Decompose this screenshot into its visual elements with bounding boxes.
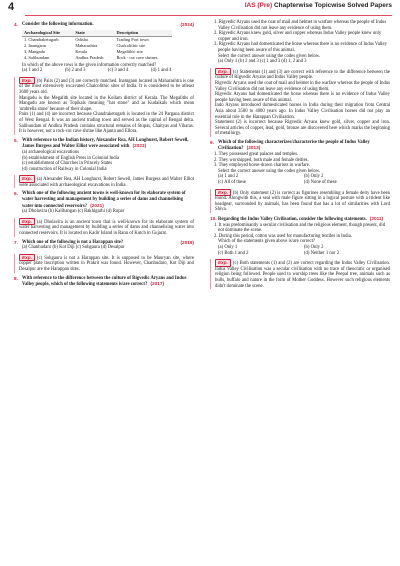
statement: 2. During this period, cotton was used for manufacturing textiles in India. — [214, 233, 352, 239]
running-title-rest: Chapterwise Topicwise Solved Papers — [273, 2, 392, 9]
table-row — [22, 55, 172, 61]
table-cell: 3. Mangadu — [24, 49, 45, 55]
explanation-text: (a) Alexander Rea, AH Longhurst, Robert Sewell, James Burgess and Walter Elliot were associated with archaeological excavations in India. — [19, 177, 194, 188]
table-cell: Maharashtra — [75, 43, 98, 49]
explanation-tag: Exp. — [19, 77, 35, 85]
option: (d) construction of Railway in Colonial India — [22, 166, 107, 172]
explanation-text: (c) Both statements (1) and (2) are correct regarding the Indus Valley Civilisation. Indus Valley Civilisation was a secular civilisation with no trace of theocratic or organised religion being followed. People used to worship trees like the Peepal tree, animals such as bulls, buffalo and nature in the form of Mother Goddess. However such religious elements didn't dominate the scene. — [215, 261, 390, 289]
option: (a) 1 and 2 — [218, 174, 239, 180]
answer-options: (a) Chanhudaro (b) Kot Diji (c) Sohgaura (d) Desalpur — [22, 245, 125, 251]
right-column — [210, 20, 390, 292]
page-header — [0, 0, 400, 15]
statement: 3. They employed horse-drawn chariots in warfare. — [214, 163, 310, 169]
statement: 1. They possessed great palaces and temples. — [214, 152, 299, 158]
question-5 — [14, 138, 194, 189]
explanation-tag: Exp. — [215, 259, 231, 267]
year-badge: (2017) — [150, 281, 165, 287]
question-text: Consider the following information. — [22, 22, 94, 27]
question-text: With reference to the Indian history, Alexander Rea, AH Longhurst, Robert Sewell, James Burgess and Walter Elliot were associated with — [22, 137, 189, 150]
explanation-text: (b) Pairs (2) and (3) are correctly matched. Inamgaon located in Maharashtra is one of the most extensively excavated Chalcolithic sites of India. It is considered to be atleast 3600 years old. — [19, 78, 194, 95]
question-number: 7. — [14, 239, 18, 245]
option: (a) Only 1 — [218, 244, 238, 250]
explanation-text: (b) Only statement (2) is correct as figurines resembling a female deity have been found. Alongwith this, a seal with male figure sitting in a logical posture with a trident like headgear, surrounded by animals, has been found that has a lot of similarities with Lord Shiva. — [215, 190, 390, 213]
year-badge: (2024) — [180, 22, 194, 27]
answer-options — [210, 245, 390, 256]
table-cell: Megalithic site — [116, 49, 143, 55]
question-number: 10. — [210, 216, 217, 221]
option: (d) 1 and 4 — [151, 68, 172, 74]
option: (c) establishment of Churches in Princely States — [22, 161, 113, 167]
answer-options — [210, 174, 390, 185]
answer-options: (a) Dholavira (b) Kalibangan (c) Rakhigarhi (d) Ropar — [22, 209, 125, 215]
question-prompt: In which of the above rows is the given information correctly matched? — [22, 62, 157, 68]
explanation-text: (a) Dholavira is an ancient town that is well-known for its elaborate system of water harvesting and management by building a series of dams and channelising water into connected reservoirs. It is located on Kadir Island in Rann of Kutch in Gujarat. — [19, 219, 194, 237]
question-7 — [14, 240, 194, 273]
option: (b) Only 2 — [304, 174, 324, 180]
statement: 3. Rigvedic Aryans had domesticated the horse whereas there is no evidence of Indus Valley people having been aware of this animal. — [214, 42, 387, 53]
question-4 — [14, 22, 194, 135]
option: (d) Neither 1 nor 2 — [304, 250, 340, 256]
question-number: 9. — [210, 139, 214, 145]
explanation-tag: Exp. — [19, 254, 35, 262]
option: (c) 3 and 4 — [108, 68, 129, 74]
running-title-ias: IAS (Pre) — [244, 2, 273, 9]
header-rule — [25, 15, 392, 16]
table-cell: 1. Chandraketugarh — [24, 37, 59, 43]
question-text: Which one of the following is not a Harappan site? — [22, 239, 124, 245]
left-column — [14, 20, 194, 288]
answer-options — [14, 150, 194, 172]
explanation-tag: Exp. — [215, 189, 231, 197]
answer-options — [14, 68, 194, 74]
statement: 2. Rigvedic Aryans knew gold, silver and copper whereas Indus Valley people knew only copper and iron. — [214, 31, 382, 42]
sites-table — [22, 30, 172, 61]
table-cell: 4. Salihundam — [24, 55, 50, 61]
year-badge: (2021) — [90, 202, 104, 208]
question-prompt: Select the correct answer using the codes given below. — [218, 168, 321, 174]
explanation-text: (c) Statements (1) and (3) are correct with reference to the difference between the culture of Rigvedic Aryans and Indus Valley people. — [215, 69, 390, 81]
explanation — [14, 77, 194, 135]
explanation-text: Statement (2) is incorrect because Rigvedic Aryans knew gold, silver, copper and iron. Several articles of copper, lead, gold, bronze are discovered here which marks the beginning of metallurgy. — [215, 120, 390, 137]
year-badge: (2023) — [132, 143, 147, 149]
question-text: Regarding the Indus Valley Civilisation, consider the following statements. — [218, 217, 367, 222]
question-text: Which one of the following ancient towns is well-known for its elaborate system of water harvesting and management by building a series of dams and channelising water into connected reservoirs? — [22, 191, 186, 209]
question-number: 8. — [14, 275, 18, 281]
column-header: Archaeological Site — [22, 30, 73, 37]
question-9 — [210, 140, 390, 213]
question-8-continued — [210, 20, 390, 137]
option: (b) establishment of English Press in Colonial India — [22, 155, 119, 161]
table-cell: Rock - cut cave shrines — [116, 55, 158, 61]
question-number: 4. — [14, 22, 18, 27]
explanation-tag: Exp. — [19, 218, 35, 226]
option: (c) All of these — [218, 180, 246, 186]
table-cell: Andhra Pradesh — [75, 55, 104, 61]
column-header: State — [73, 30, 114, 37]
explanation-tag: Exp. — [19, 175, 35, 183]
year-badge: (2013) — [246, 145, 261, 151]
option: (a) archaeological excavations — [22, 149, 79, 155]
explanation — [210, 68, 390, 137]
table-cell: Kerala — [75, 49, 88, 55]
question-number: 5. — [14, 137, 18, 143]
year-badge: (2019) — [180, 239, 194, 245]
year-badge: (2011) — [369, 216, 384, 221]
table-cell: Trading Port town — [116, 37, 149, 43]
column-header: Description — [114, 30, 172, 37]
option: (b) Only 2 — [304, 244, 324, 250]
explanation — [14, 254, 194, 273]
option: (a) 1 and 2 — [22, 68, 43, 74]
explanation — [14, 175, 194, 188]
question-6 — [14, 191, 194, 236]
question-8 — [14, 276, 194, 288]
table-cell: Odisha — [75, 37, 88, 43]
explanation-text: (c) Sohgaura is not a Harappan site. It is supposed to be Mauryan site, where copper plate inscription written in Prakrit was found. However, Chanhudaro, Kot Diji and Desalpur are the Harappan sites. — [19, 255, 194, 272]
table-cell: Chalcolithic site — [116, 43, 146, 49]
statement: 1. It was predominantly a secular civilisation and the religious element, though present, did not dominate the scene. — [214, 222, 386, 234]
question-10 — [210, 216, 390, 289]
answer-options: (a) Only 1 (b) 2 and 3 (c) 1 and 3 (d) 1, 2 and 3 — [218, 59, 307, 65]
explanation-text: Rigvedic Aryans had domesticated the horse whereas there is no evidence of Indus Valley people having been aware of this animal. — [215, 92, 390, 103]
explanation-text: Indo Aryans introduced domesticated horses in India during their migration from Central Asia about 3500 to 4000 years ago. In Indus Valley Civilisation horses did not play an essential role in the Harappan Civilisation. — [215, 103, 390, 120]
statement: 2. They worshipped, both male and female deities. — [214, 157, 309, 163]
option: (c) Both 1 and 2 — [218, 250, 249, 256]
question-number: 6. — [14, 191, 18, 197]
explanation — [14, 218, 194, 237]
page-number: 4 — [8, 1, 15, 13]
explanation — [210, 259, 390, 289]
explanation — [210, 189, 390, 213]
option: (b) 2 and 3 — [65, 68, 86, 74]
option: (d) None of these — [304, 180, 337, 186]
explanation-text: Mangadu is the Megalith site located in the Kollam district of Kerala. The Megaliths of Mangadu are known as Topikals meaning "hat stone" and as Kudaikals which mean 'umbrella stone' because of their shape. — [19, 95, 194, 112]
question-prompt: Which of the statements given above is/are correct? — [218, 239, 315, 245]
table-cell: 2. Inamgaon — [24, 43, 46, 49]
question-text: With reference to the difference between the culture of Rigvedic Aryans and Indus Valley people, which of the following statements is/are correct? — [22, 275, 187, 288]
explanation-text: Rigvedic Aryans used the coat of mail and helmet in the warfare whereas the people of Indus Valley Civilisation did not leave any evidence of using them. — [215, 80, 390, 92]
question-text: Which of the following characterizes/characterise the people of Indus Valley Civilization? — [218, 139, 370, 152]
running-title — [245, 2, 392, 9]
explanation-text: Pairs (1) and (4) are incorrect because Chandraketugarh is located in the 24 Pargana district of West Bengal. It was an ancient trading town and served as the capital of Bengal delta. Salihundam of Andhra Pradesh contains structural remains of Stupas, Chaityas and Viharas. It is however, not a rock-cut cave shrine like Ajanta and Ellora. — [19, 112, 194, 135]
question-prompt: Select the correct answer using the codes given below. — [218, 53, 321, 59]
explanation-tag: Exp. — [215, 68, 231, 76]
statement: 1. Rigvedic Aryans used the coat of mail and helmet in warfare whereas the people of Indus Valley Civilisation did not leave any evidence of using them. — [214, 20, 387, 31]
